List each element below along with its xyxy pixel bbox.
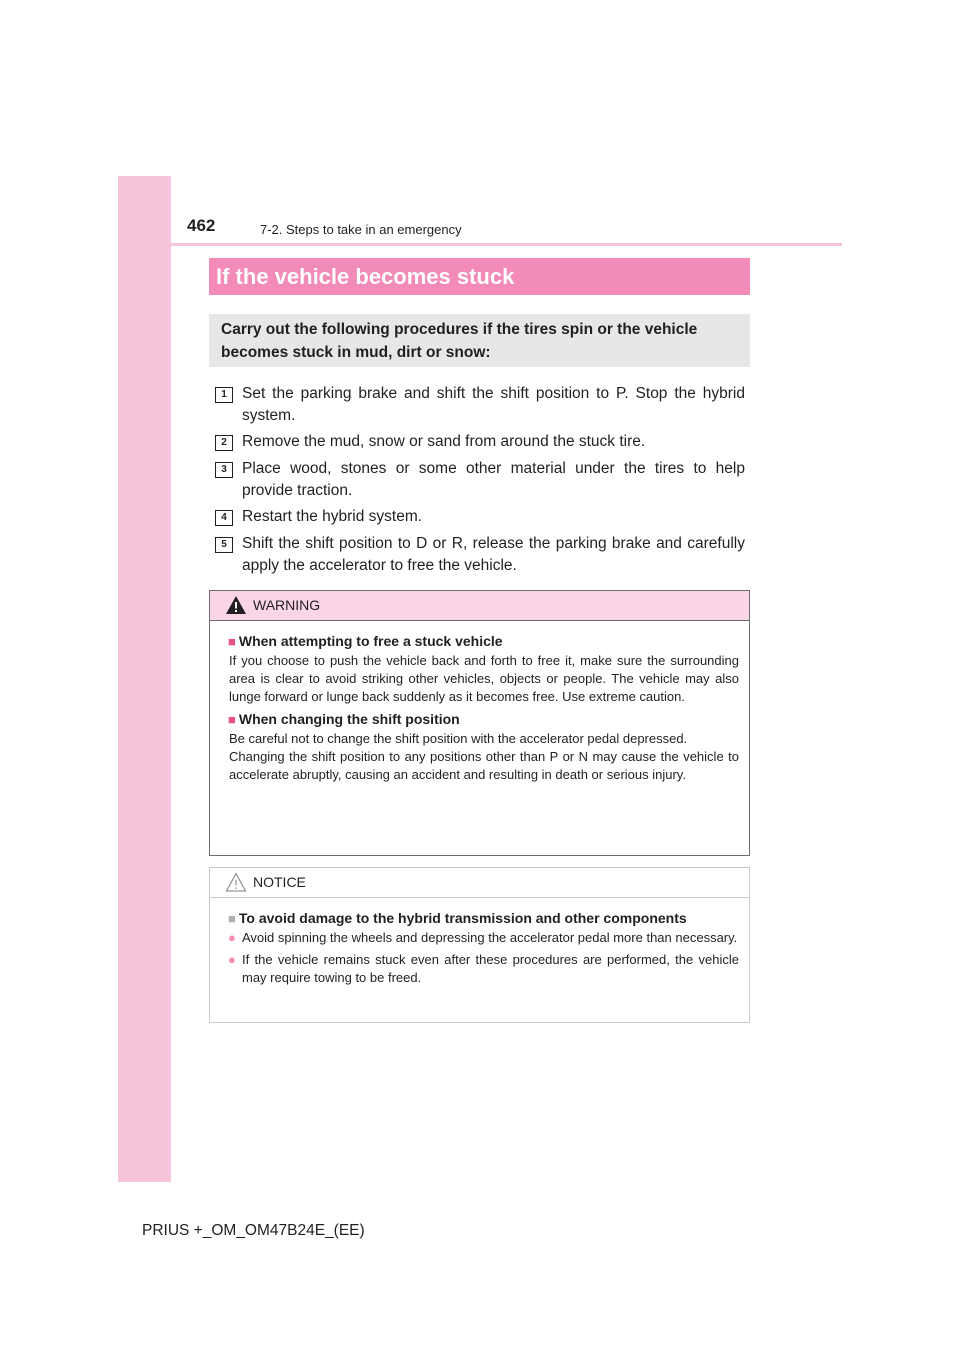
warning-triangle-icon (225, 595, 247, 615)
step-text: Place wood, stones or some other material under the tires to help provide traction. (242, 460, 745, 499)
square-bullet-icon: ■ (228, 712, 236, 727)
chapter-side-tab (118, 176, 171, 1182)
warning-box (209, 590, 750, 856)
step-text: Restart the hybrid system. (242, 508, 423, 525)
intro-box: Carry out the following procedures if the tires spin or the vehicle becomes stuck in mud, dirt or snow: (209, 314, 750, 367)
square-bullet-icon: ■ (228, 911, 236, 926)
warning-header (210, 591, 749, 621)
page-title: If the vehicle becomes stuck (209, 258, 750, 295)
warning-paragraph: Be careful not to change the shift position with the accelerator pedal depressed. (229, 731, 688, 746)
step-text: Shift the shift position to D or R, release the parking brake and carefully apply the accelerator to free the vehicle. (242, 535, 745, 574)
warning-body (210, 621, 749, 784)
step-item (215, 533, 745, 577)
step-number: 3 (215, 462, 233, 478)
circle-bullet-icon: ● (228, 930, 236, 945)
page-number: 462 (187, 216, 216, 235)
warning-paragraph: If you choose to push the vehicle back and forth to free it, make sure the surrounding area is clear to avoid striking other vehicles, objects or people. The vehicle may also lunge forward or lunge back suddenly as it becomes free. Use extreme caution. (229, 653, 739, 704)
warning-paragraph: Changing the shift position to any positions other than P or N may cause the vehicle to accelerate abruptly, causing an accident and resulting in death or serious injury. (229, 749, 739, 782)
notice-label: NOTICE (253, 874, 306, 890)
document-footer: PRIUS +_OM_OM47B24E_(EE) (142, 1222, 365, 1239)
notice-triangle-icon (225, 872, 247, 892)
step-number: 2 (215, 435, 233, 451)
step-item (215, 431, 745, 453)
step-text: Remove the mud, snow or sand from around the stuck tire. (242, 433, 646, 450)
square-bullet-icon: ■ (228, 634, 236, 649)
step-number: 5 (215, 537, 233, 553)
warning-subheading: ■ When changing the shift position (228, 711, 460, 727)
circle-bullet-icon: ● (228, 952, 236, 967)
warning-label: WARNING (253, 597, 321, 613)
header-rule (171, 243, 842, 246)
notice-box (209, 867, 750, 1023)
notice-body (210, 898, 749, 987)
step-item (215, 458, 745, 502)
notice-subheading: ■ To avoid damage to the hybrid transmission and other components (228, 910, 687, 926)
step-text: Set the parking brake and shift the shift position to P. Stop the hybrid system. (242, 385, 745, 424)
warning-subheading: ■ When attempting to free a stuck vehicle (228, 633, 503, 649)
step-number: 1 (215, 387, 233, 403)
notice-header (210, 868, 749, 898)
step-item (215, 383, 745, 427)
step-number: 4 (215, 510, 233, 526)
notice-bullet-item: ● If the vehicle remains stuck even after these procedures are performed, the vehicle may require towing to be freed. (228, 952, 739, 985)
step-item (215, 506, 745, 528)
section-path: 7-2. Steps to take in an emergency (260, 222, 462, 237)
notice-bullet-item: ● Avoid spinning the wheels and depressing the accelerator pedal more than necessary. (228, 930, 738, 945)
